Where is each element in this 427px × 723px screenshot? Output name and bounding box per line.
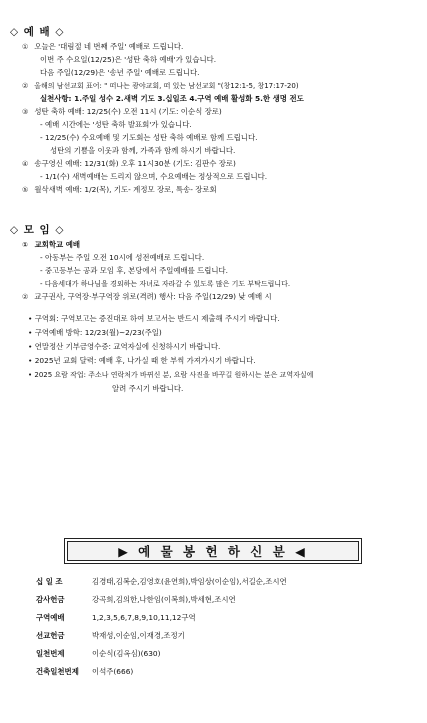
offering-label: 건축일천번제 bbox=[36, 667, 79, 676]
meeting-bullet-3: • 연말정산 기부금영수증: 교역자실에 신청하시기 바랍니다. bbox=[28, 342, 221, 351]
worship-item-2-sub: 실천사항: 1.주일 성수 2.새벽 기도 3.십일조 4.구역 예배 활성화 5.한 생명 전도 bbox=[40, 94, 304, 103]
offering-label: 십 일 조 bbox=[36, 577, 63, 586]
offering-row bbox=[36, 576, 287, 587]
worship-item-1-sub-1: 이번 주 수요일(12/25)은 '성탄 축하 예배'가 있습니다. bbox=[40, 55, 217, 64]
offering-banner bbox=[64, 538, 362, 564]
worship-item-3-sub-1: - 예배 시간에는 '성탄 축하 발표회'가 있습니다. bbox=[40, 120, 192, 129]
offering-banner-title: ▶ 예 물 봉 헌 하 신 분 ◀ bbox=[67, 541, 359, 561]
worship-section-title: ◇ 예 배 ◇ bbox=[10, 26, 65, 38]
offering-value: 이순식(김옥심)(630) bbox=[92, 649, 161, 658]
meeting-item-1-sub-1: - 아동부는 주일 오전 10시에 성전예배로 드립니다. bbox=[40, 253, 205, 262]
meeting-section-title: ◇ 모 임 ◇ bbox=[10, 224, 65, 236]
meeting-item-1: ① 교회학교 예배 bbox=[22, 240, 80, 249]
worship-item-3-sub-2: - 12/25(수) 수요예배 및 기도회는 성탄 축하 예배로 함께 드립니다. bbox=[40, 133, 258, 142]
worship-item-1: ① 오늘은 '대림절 네 번째 주일' 예배로 드립니다. bbox=[22, 42, 184, 51]
meeting-item-2: ② 교구권사, 구역장·부구역장 위로(격려) 행사: 다음 주일(12/29) 낮 예배 시 bbox=[22, 292, 272, 301]
worship-item-3: ③ 성탄 축하 예배: 12/25(수) 오전 11시 (기도: 이순식 장로) bbox=[22, 107, 222, 116]
offering-row bbox=[36, 594, 236, 605]
meeting-item-1-sub-2: - 중고등부는 공과 모임 후, 본당에서 주일예배를 드립니다. bbox=[40, 266, 229, 275]
meeting-bullet-1: • 구역회: 구역보고는 증진대로 하여 보고서는 반드시 제출해 주시기 바랍니다. bbox=[28, 314, 280, 323]
offering-label: 일천번제 bbox=[36, 649, 65, 658]
offering-value: 김경태,김복순,김영호(윤연희),박임상(이순임),서길순,조시연 bbox=[92, 577, 287, 586]
offering-row bbox=[36, 612, 196, 623]
meeting-bullet-5: • 2025 요람 작업: 주소나 연락처가 바뀌신 분, 요람 사진을 바꾸길 원하시는 분은 교역자실에 bbox=[28, 371, 314, 379]
offering-value: 강곡희,김의한,나한임(이복희),박세현,조시연 bbox=[92, 595, 236, 604]
worship-item-1-sub-2: 다음 주일(12/29)은 '송년 주일' 예배로 드립니다. bbox=[40, 68, 200, 77]
offering-row bbox=[36, 666, 133, 677]
worship-item-3-sub-3: 성탄의 기쁨을 이웃과 함께, 가족과 함께 하시기 바랍니다. bbox=[50, 146, 236, 155]
worship-item-5: ⑤ 월삭새벽 예배: 1/2(목), 기도- 계정모 장로, 특송- 장로회 bbox=[22, 185, 217, 194]
meeting-bullet-2: • 구역예배 방학: 12/23(월)~2/23(주일) bbox=[28, 328, 162, 337]
offering-value: 1,2,3,5,6,7,8,9,10,11,12구역 bbox=[92, 613, 196, 622]
offering-value: 박재성,이순임,이재경,조정기 bbox=[92, 631, 185, 640]
offering-label: 구역예배 bbox=[36, 613, 65, 622]
worship-item-4-sub: - 1/1(수) 새벽예배는 드리지 않으며, 수요예배는 정상적으로 드립니다. bbox=[40, 172, 268, 181]
offering-value: 이석주(666) bbox=[92, 667, 134, 676]
offering-row bbox=[36, 630, 185, 641]
offering-label: 감사헌금 bbox=[36, 595, 65, 604]
meeting-bullet-4: • 2025년 교회 달력: 예배 후, 나가실 때 한 부씩 가져가시기 바랍니다. bbox=[28, 356, 256, 365]
worship-item-4: ④ 송구영신 예배: 12/31(화) 오후 11시30분 (기도: 김판수 장로) bbox=[22, 159, 236, 168]
meeting-item-1-sub-3: - 다음세대가 하나님을 경외하는 자녀로 자라갈 수 있도록 많은 기도 부탁드립니다. bbox=[40, 280, 291, 288]
meeting-bullet-5-cont: 알려 주시기 바랍니다. bbox=[112, 384, 184, 393]
worship-item-2: ② 올해의 남선교회 표어: " 떠나는 광야교회, 떠 있는 남선교회 "(창12:1-5, 창17:17-20) bbox=[22, 82, 299, 90]
offering-row bbox=[36, 648, 160, 659]
offering-label: 선교헌금 bbox=[36, 631, 65, 640]
